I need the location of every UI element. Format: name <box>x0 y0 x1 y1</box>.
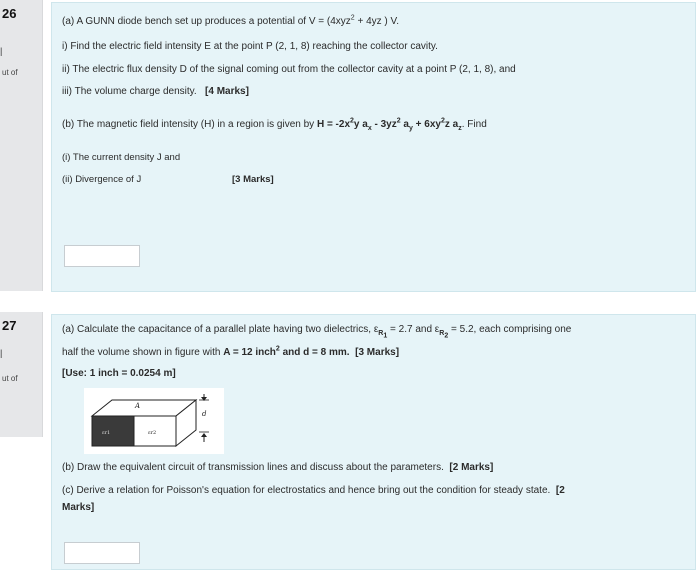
capacitor-figure <box>84 388 224 454</box>
q27-part-c-marks: Marks] <box>62 502 95 513</box>
q27-part-b: (b) Draw the equivalent circuit of transmission lines and discuss about the parameters. [2 Marks] <box>62 462 494 473</box>
q27-part-a-line2: half the volume shown in figure with A = 12 inch$^2$ and d = 8 mm. [3 Marks] <box>62 345 400 358</box>
question-26-marker: | <box>0 46 3 56</box>
q26-part-a-ii: ii) The electric flux density D of the signal coming out from the collector cavity at a point P (2, 1, 8), and <box>62 64 516 75</box>
q26-part-a-heading: (a) A GUNN diode bench set up produces a potential of V = (4xyz$^2$ + 4yz ) V. <box>62 14 400 27</box>
q27-answer-input[interactable] <box>64 542 140 564</box>
question-27-number: 27 <box>2 318 17 333</box>
question-27-out-of: ut of <box>2 374 18 383</box>
q26-part-b-ii: (ii) Divergence of J [3 Marks] <box>62 174 274 185</box>
q27-part-a-use: [Use: 1 inch = 0.0254 m] <box>62 368 176 379</box>
q26-part-a-iii: iii) The volume charge density. [4 Marks] <box>62 86 249 97</box>
question-26-info <box>0 0 43 291</box>
q27-part-c: (c) Derive a relation for Poisson's equation for electrostatics and hence bring out the condition for steady state. [2 <box>62 485 565 496</box>
figure-eps2: εr2 <box>148 430 157 436</box>
question-27-marker: | <box>0 348 3 358</box>
q26-part-b: (b) The magnetic field intensity (H) in a region is given by $H = -2x^2y$ $a_x - 3yz^2$ $a_y + 6xy^2z$ $a_z$. Find <box>62 117 487 132</box>
q26-part-b-i: (i) The current density J and <box>62 152 181 163</box>
question-26-out-of: ut of <box>2 68 18 77</box>
figure-label-d: d <box>202 410 207 418</box>
figure-label-A: A <box>135 402 141 410</box>
question-27-info <box>0 312 43 437</box>
figure-eps1: εr1 <box>102 430 111 436</box>
question-26-number: 26 <box>2 6 17 21</box>
q26-part-a-i: i) Find the electric field intensity E at the point P (2, 1, 8) reaching the collector cavity. <box>62 41 438 52</box>
q26-answer-input[interactable] <box>64 245 140 267</box>
q27-part-a-line1: (a) Calculate the capacitance of a parallel plate having two dielectrics, $\varepsilon_{R_1} = 2.7$ and $\varepsilon_{R_2} = 5.2$, each comprising one <box>62 324 572 340</box>
